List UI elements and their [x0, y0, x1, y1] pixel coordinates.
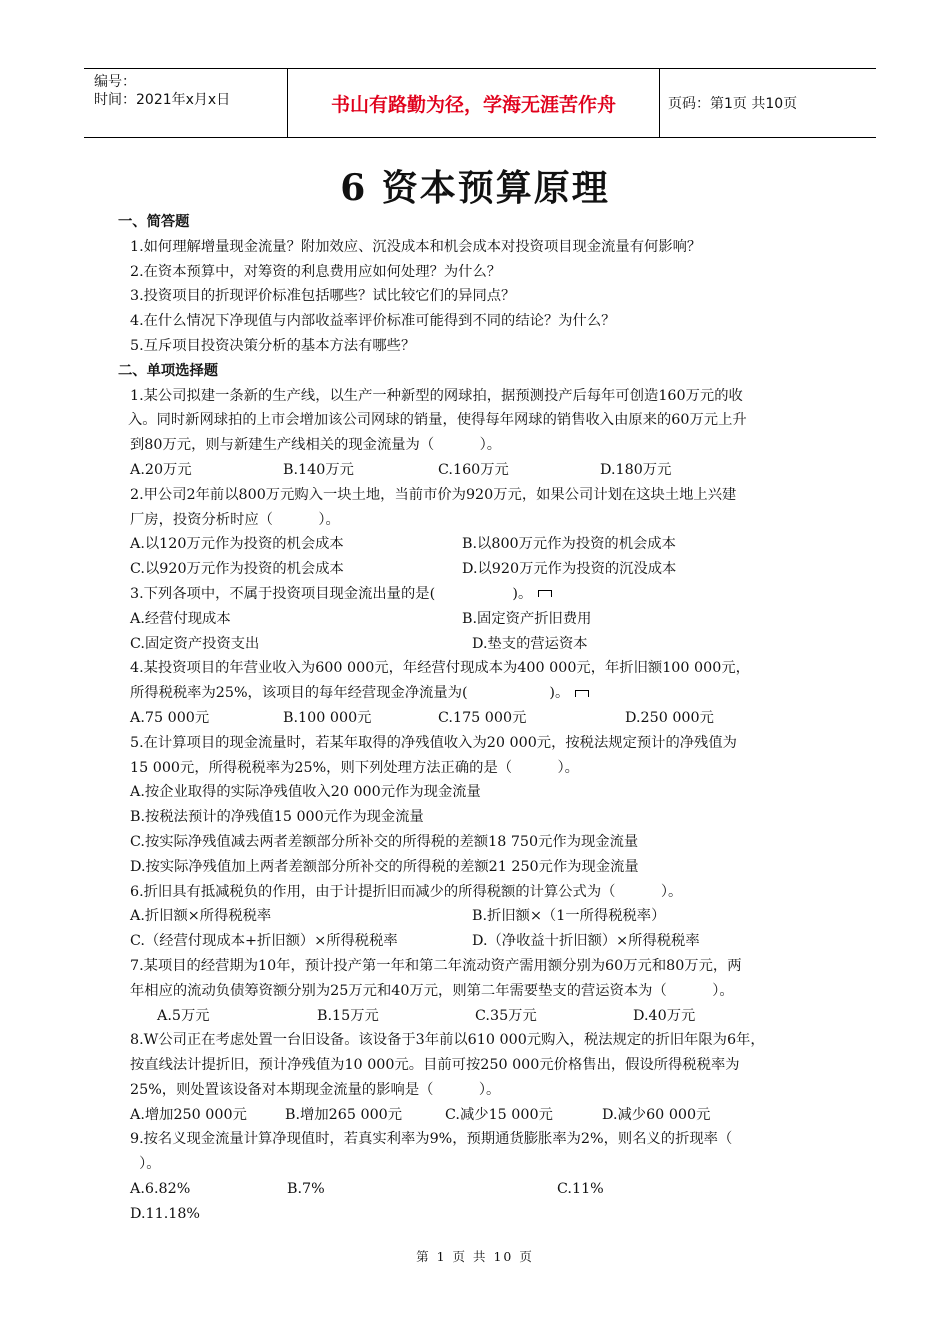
footnote-mark-icon: [575, 690, 589, 697]
option: C.35万元: [475, 1007, 537, 1024]
question-text: 7.某项目的经营期为10年，预计投产第一年和第二年流动资产需用额分别为60万元和80万元，两: [130, 957, 742, 974]
question-text: 厂房，投资分析时应（ ）。: [130, 511, 340, 528]
question-text: 按直线法计提折旧，预计净残值为10 000元。目前可按250 000元价格售出，假设所得税税率为: [130, 1057, 740, 1074]
option-row: [130, 532, 866, 557]
option: A.折旧额×所得税税率: [130, 908, 272, 925]
question-text: 8.W公司正在考虑处置一台旧设备。该设备于3年前以610 000元购入，税法规定的折旧年限为6年，: [130, 1032, 765, 1049]
option-row: [130, 557, 866, 582]
number-label: 编号：: [94, 74, 136, 90]
header-motto: 书山有路勤为径，学海无涯苦作舟: [288, 69, 660, 137]
option: D.180万元: [600, 461, 672, 478]
option: C.（经营付现成本+折旧额）×所得税税率: [130, 933, 398, 950]
option: B.以800万元作为投资的机会成本: [462, 536, 676, 553]
page-header: [84, 68, 876, 138]
option-row: [130, 706, 866, 731]
time-label: 时间：2021年x月x日: [94, 92, 231, 108]
question-text: ）。: [130, 1156, 161, 1173]
option: C.按实际净残值减去两者差额部分所补交的所得税的差额18 750元作为现金流量: [130, 833, 639, 850]
option: D.40万元: [633, 1007, 696, 1024]
option-row: [130, 904, 866, 929]
question-text-span: 所得税税率为25%，该项目的每年经营现金净流量为( )。: [130, 685, 570, 702]
option-row: [130, 1004, 866, 1029]
option: C.160万元: [438, 461, 509, 478]
option-row: [130, 1103, 866, 1128]
option: A.20万元: [130, 461, 192, 478]
option: A.经营付现成本: [130, 610, 231, 627]
option: B.15万元: [317, 1007, 379, 1024]
question-text-span: 3.下列各项中，不属于投资项目现金流出量的是( )。: [130, 585, 533, 602]
option: C.减少15 000元: [445, 1106, 553, 1123]
option: D.11.18%: [130, 1205, 201, 1222]
option: D.减少60 000元: [602, 1106, 711, 1123]
question-text: 15 000元，所得税税率为25%，则下列处理方法正确的是（ ）。: [130, 759, 579, 776]
question-text: 3.投资项目的折现评价标准包括哪些？试比较它们的异同点？: [130, 288, 516, 305]
option: B.固定资产折旧费用: [462, 610, 592, 627]
question-text: 到80万元，则与新建生产线相关的现金流量为（ ）。: [130, 437, 502, 454]
question-text: [130, 681, 866, 706]
option: A.75 000元: [130, 709, 210, 726]
question-text: [130, 582, 866, 607]
option: A.按企业取得的实际净残值收入20 000元作为现金流量: [130, 784, 481, 801]
question-text: 4.某投资项目的年营业收入为600 000元，年经营付现成本为400 000元，年折旧额100 000元，: [130, 660, 750, 677]
section-heading-short-answer: 一、简答题: [118, 214, 190, 230]
option: D.（净收益十折旧额）×所得税税率: [472, 933, 700, 950]
option: B.140万元: [283, 461, 354, 478]
footnote-mark-icon: [538, 590, 552, 597]
header-meta: [84, 69, 288, 137]
option-row: [130, 607, 866, 632]
question-text: 5.互斥项目投资决策分析的基本方法有哪些？: [130, 337, 416, 354]
document-body: [118, 210, 866, 1227]
option: A.6.82%: [130, 1181, 191, 1198]
question-text: 6.折旧具有抵减税负的作用，由于计提折旧而减少的所得税额的计算公式为（ ）。: [130, 883, 683, 900]
question-text: 5.在计算项目的现金流量时，若某年取得的净残值收入为20 000元，按税法规定预计的净残值为: [130, 734, 737, 751]
option: D.250 000元: [625, 709, 714, 726]
question-text: 1.如何理解增量现金流量？附加效应、沉没成本和机会成本对投资项目现金流量有何影响？: [130, 238, 702, 255]
section-heading-single-choice: 二、单项选择题: [118, 362, 219, 379]
question-text: 9.按名义现金流量计算净现值时，若真实利率为9%，预期通货膨胀率为2%，则名义的折现率（: [130, 1131, 733, 1148]
option: C.固定资产投资支出: [130, 635, 260, 652]
option: B.100 000元: [283, 709, 372, 726]
question-text: 4.在什么情况下净现值与内部收益率评价标准可能得到不同的结论？为什么？: [130, 313, 616, 330]
question-text: 入。同时新网球拍的上市会增加该公司网球的销量，使得每年网球的销售收入由原来的60万元上升: [128, 412, 747, 429]
question-text: 1.某公司拟建一条新的生产线，以生产一种新型的网球拍，据预测投产后每年可创造160万元的收: [130, 387, 743, 404]
option-row: [130, 929, 866, 954]
option-row: [130, 458, 866, 483]
question-text: 年相应的流动负债筹资额分别为25万元和40万元，则第二年需要垫支的营运资本为（ ）。: [130, 982, 734, 999]
option: D.按实际净残值加上两者差额部分所补交的所得税的差额21 250元作为现金流量: [130, 858, 639, 875]
page-footer: 第 1 页 共 10 页: [416, 1249, 534, 1264]
option: C.175 000元: [438, 709, 527, 726]
option: B.7%: [287, 1181, 325, 1198]
option: C.以920万元作为投资的机会成本: [130, 561, 344, 578]
option: D.以920万元作为投资的沉没成本: [462, 561, 677, 578]
question-text: 25%，则处置该设备对本期现金流量的影响是（ ）。: [130, 1081, 501, 1098]
option-row: [130, 1177, 866, 1202]
option: C.11%: [557, 1181, 604, 1198]
question-text: 2.甲公司2年前以800万元购入一块土地，当前市价为920万元，如果公司计划在这块土地上兴建: [130, 486, 737, 503]
option-row: [130, 632, 866, 657]
option: B.按税法预计的净残值15 000元作为现金流量: [130, 809, 424, 826]
question-text: 2.在资本预算中，对筹资的利息费用应如何处理？为什么？: [130, 263, 502, 280]
header-page-label: 页码：第1页 共10页: [668, 96, 798, 112]
option: A.5万元: [157, 1007, 210, 1024]
option: D.垫支的营运资本: [472, 635, 588, 652]
option: B.增加265 000元: [285, 1106, 403, 1123]
option: A.以120万元作为投资的机会成本: [130, 536, 344, 553]
option: A.增加250 000元: [130, 1106, 247, 1123]
document-title: 6 资本预算原理: [340, 167, 610, 209]
option: B.折旧额×（1一所得税税率）: [472, 908, 666, 925]
